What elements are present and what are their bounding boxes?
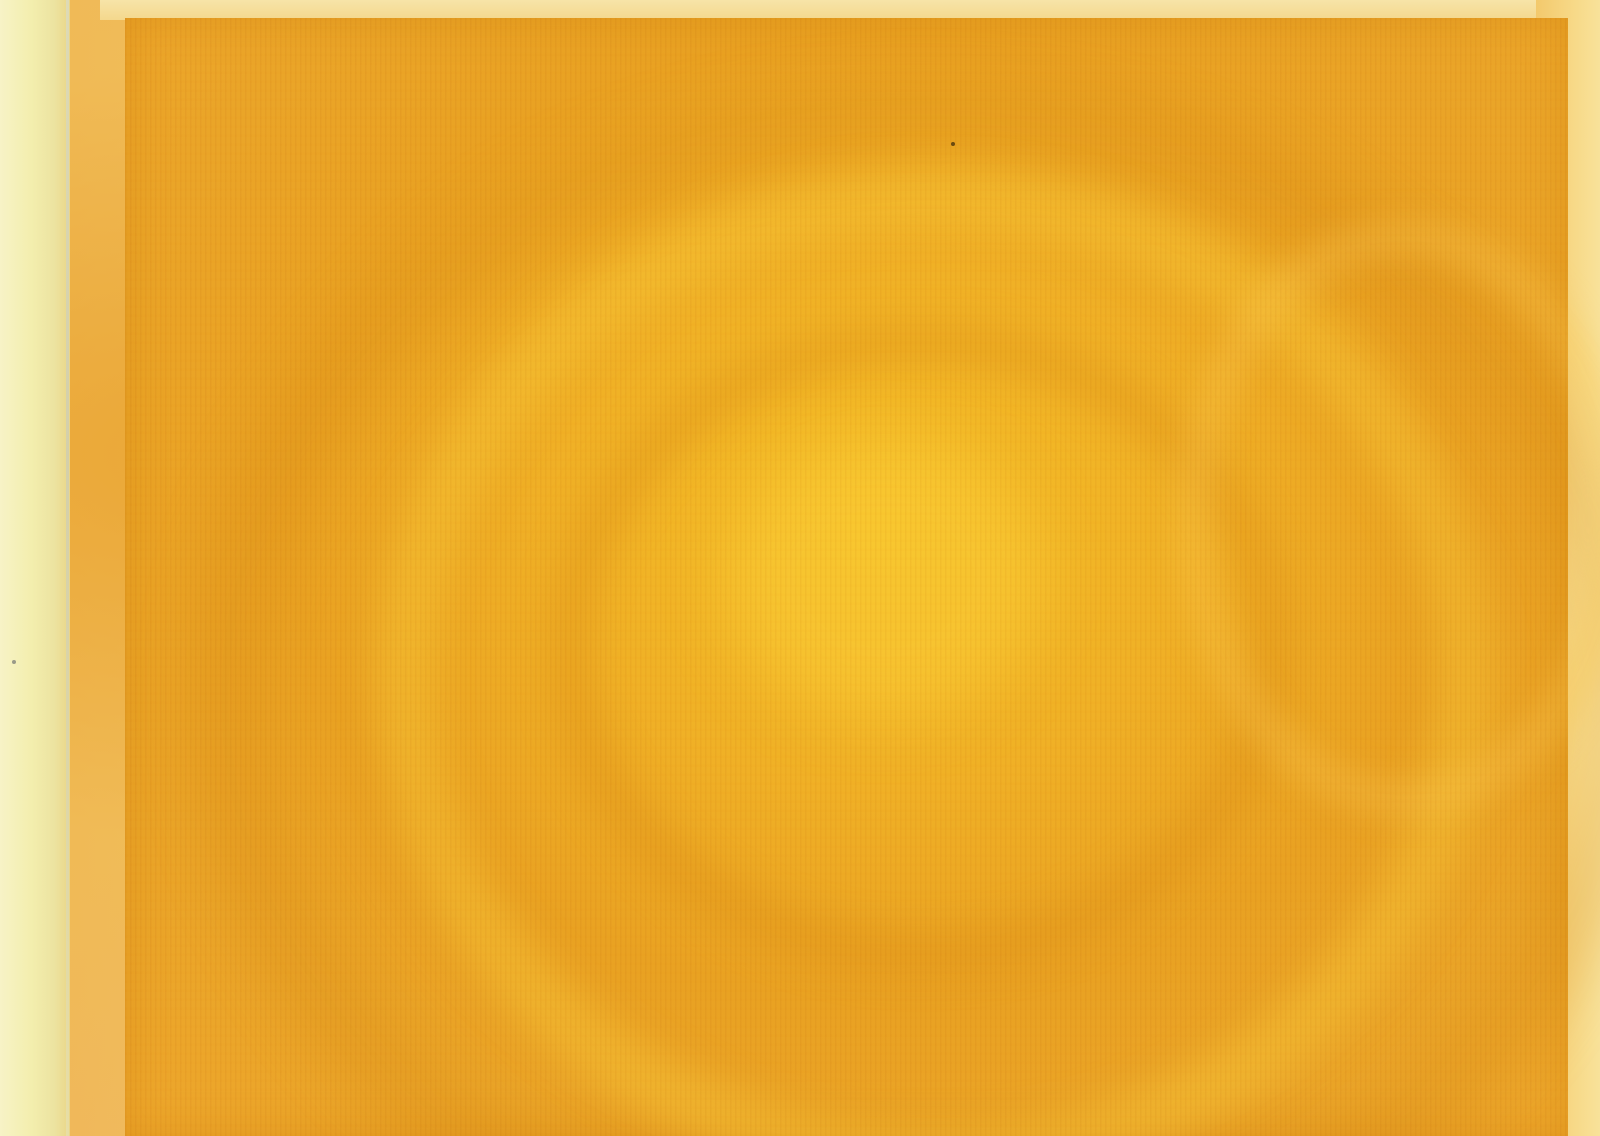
paper-grain-texture bbox=[125, 18, 1568, 1136]
painted-yellow-panel bbox=[125, 18, 1568, 1136]
paint-speck bbox=[951, 142, 955, 146]
paper-speck bbox=[12, 660, 16, 664]
paper-crease bbox=[66, 0, 69, 1136]
top-tape-strip bbox=[100, 0, 1600, 20]
